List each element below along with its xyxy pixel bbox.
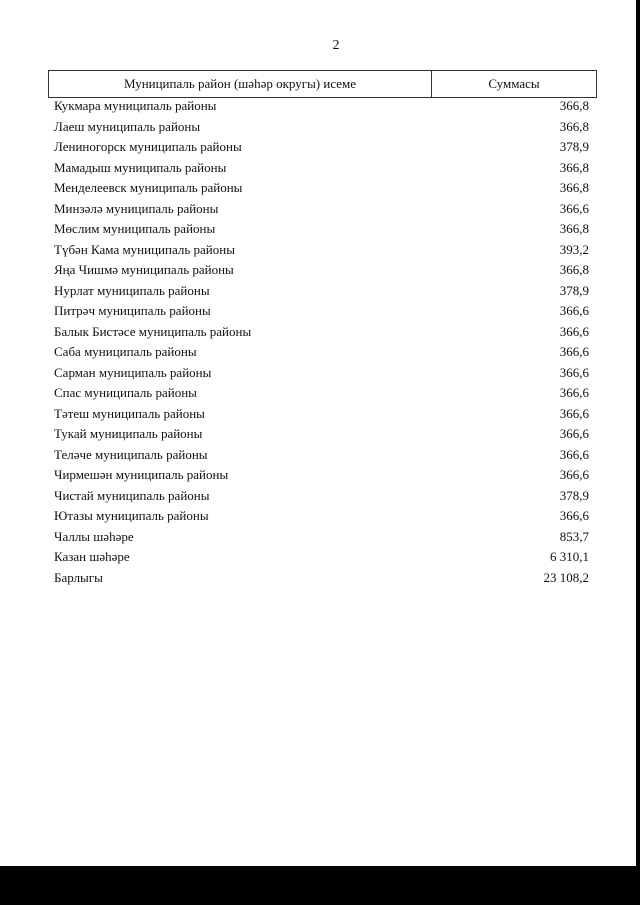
- column-header-sum: Суммасы: [488, 76, 540, 91]
- table-body: [48, 98, 597, 586]
- row-name: Чаллы шәһәре: [54, 528, 134, 544]
- row-name: Менделеевск муниципаль районы: [54, 180, 243, 195]
- table-row: [48, 463, 597, 484]
- table-row: [48, 422, 597, 443]
- row-value: 366,8: [559, 118, 589, 134]
- table-row: [48, 114, 597, 135]
- row-value: 366,8: [559, 98, 589, 113]
- row-value: 366,8: [559, 262, 589, 277]
- row-name: Чирмешән муниципаль районы: [54, 467, 229, 482]
- row-value: 853,7: [559, 528, 589, 544]
- row-name: Лениногорск муниципаль районы: [54, 139, 242, 154]
- table-row: [48, 196, 597, 217]
- row-name: Теләче муниципаль районы: [54, 446, 208, 462]
- row-value: 366,6: [559, 200, 589, 216]
- table-row: [48, 340, 597, 361]
- row-value: 366,8: [559, 159, 589, 175]
- row-value: 366,6: [559, 508, 589, 523]
- row-value: 366,8: [559, 180, 589, 195]
- table-row: [48, 237, 597, 258]
- page-number: 2: [332, 38, 340, 53]
- row-value: 366,6: [559, 323, 589, 339]
- row-name: Кукмара муниципаль районы: [54, 98, 217, 113]
- row-name: Ютазы муниципаль районы: [54, 508, 209, 523]
- row-name: Мамадыш муниципаль районы: [54, 159, 227, 175]
- row-value: 393,2: [559, 241, 589, 257]
- row-name: Мөслим муниципаль районы: [54, 221, 216, 236]
- municipal-sums-table: [48, 70, 597, 586]
- table-row: [48, 545, 597, 566]
- table-row: [48, 504, 597, 525]
- row-name: Яңа Чишмә муниципаль районы: [54, 262, 234, 277]
- table-row: [48, 98, 597, 114]
- table-row: [48, 278, 597, 299]
- row-value: 366,6: [559, 467, 589, 482]
- table-row: [48, 401, 597, 422]
- scan-right-edge: [636, 0, 640, 866]
- table-row: [48, 299, 597, 320]
- row-value: 6 310,1: [550, 549, 589, 564]
- row-name: Казан шәһәре: [54, 549, 130, 564]
- row-value: 23 108,2: [543, 569, 589, 585]
- row-name: Лаеш муниципаль районы: [54, 118, 201, 134]
- row-value: 378,9: [559, 487, 589, 503]
- row-name: Саба муниципаль районы: [54, 344, 197, 359]
- row-name: Чистай муниципаль районы: [54, 487, 210, 503]
- scan-bottom-border: [0, 866, 640, 905]
- table-row: [48, 155, 597, 176]
- row-value: 366,6: [559, 405, 589, 421]
- row-name: Тәтеш муниципаль районы: [54, 405, 205, 421]
- row-value: 366,6: [559, 344, 589, 359]
- table-row: [48, 381, 597, 402]
- table-row: [48, 258, 597, 279]
- table-header: [48, 70, 597, 98]
- table-row: [48, 176, 597, 197]
- row-value: 366,6: [559, 303, 589, 318]
- row-value: 378,9: [559, 139, 589, 154]
- row-name: Түбән Кама муниципаль районы: [54, 241, 235, 257]
- row-value: 366,8: [559, 221, 589, 236]
- table-row: [48, 442, 597, 463]
- row-name: Спас муниципаль районы: [54, 385, 197, 400]
- row-value: 366,6: [559, 426, 589, 441]
- table-row: [48, 319, 597, 340]
- table-row: [48, 217, 597, 238]
- table-row: [48, 483, 597, 504]
- table-row: [48, 135, 597, 156]
- column-header-name: Муниципаль район (шәһәр округы) исеме: [49, 71, 432, 97]
- row-name: Тукай муниципаль районы: [54, 426, 203, 441]
- row-name: Нурлат муниципаль районы: [54, 282, 210, 298]
- row-value: 366,6: [559, 446, 589, 462]
- table-row: [48, 360, 597, 381]
- row-value: 378,9: [559, 282, 589, 298]
- row-value: 366,6: [559, 385, 589, 400]
- table-row: [48, 524, 597, 545]
- row-name: Минзәлә муниципаль районы: [54, 200, 219, 216]
- row-value: 366,6: [559, 364, 589, 380]
- table-row: [48, 565, 597, 586]
- row-name: Сарман муниципаль районы: [54, 364, 212, 380]
- row-name: Питрәч муниципаль районы: [54, 303, 211, 318]
- row-name: Балык Бистәсе муниципаль районы: [54, 323, 252, 339]
- row-name: Барлыгы: [54, 569, 103, 585]
